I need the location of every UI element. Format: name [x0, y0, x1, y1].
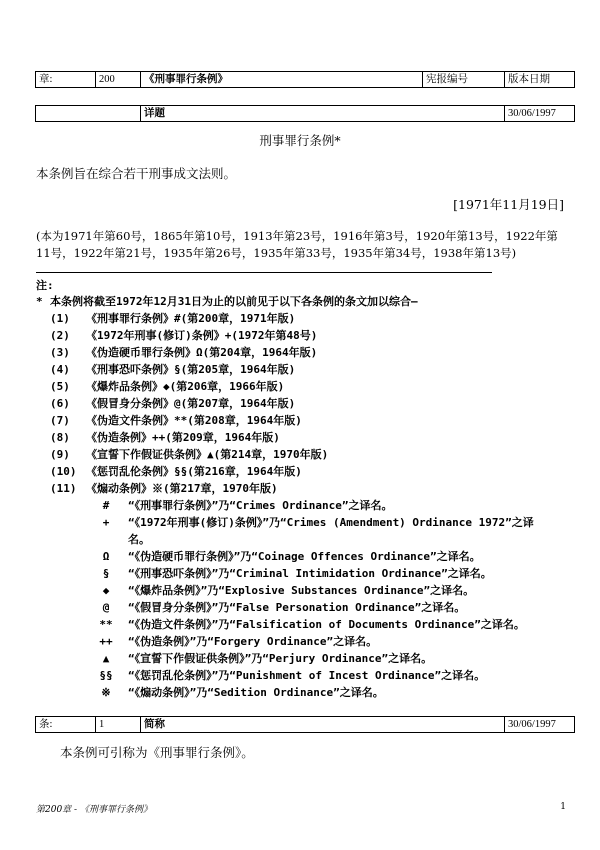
legislative-history: (本为1971年第60号，1865年第10号，1913年第23号，1916年第3号，1920年第13号，1922年第11号，1922年第21号，1935年第26号，1935年第33号，1935年第34号，1938年第13号): [36, 229, 558, 260]
list-item-number: (10): [50, 465, 77, 478]
chapter-title: 《刑事罪行条例》: [141, 72, 423, 88]
translation-text: “《伪造文件条例》”乃“Falsification of Documents Ordinance”之译名。: [128, 618, 525, 631]
translation-note: [36, 497, 576, 514]
list-item-text: 《煽动条例》※(第217章，1970年版): [86, 482, 278, 495]
chapter-header-row: [36, 72, 575, 88]
list-item-number: (7): [50, 414, 70, 427]
translation-symbol: #: [102, 499, 110, 512]
translation-note: [36, 514, 576, 531]
list-item-text: 《爆炸品条例》◆(第206章，1966年版): [86, 380, 285, 393]
translation-note: [36, 582, 576, 599]
section-header-row: [36, 717, 575, 733]
ordinance-list-item: [36, 327, 576, 344]
translation-text-continuation: 名。: [128, 533, 150, 546]
translation-note: [36, 684, 576, 701]
list-item-number: (2): [50, 329, 70, 342]
chapter-label: 章:: [36, 72, 96, 88]
translation-text: “《刑事恐吓条例》”乃“Criminal Intimidation Ordinance”之译名。: [128, 567, 492, 580]
translation-text: “《惩罚乱伦条例》”乃“Punishment of Incest Ordinance”之译名。: [128, 669, 486, 682]
page-number: 1: [560, 802, 566, 812]
translation-text: “《刑事罪行条例》”乃“Crimes Ordinance”之译名。: [128, 499, 393, 512]
translation-symbol: ++: [99, 635, 113, 648]
list-item-text: 《宣誓下作假证供条例》▲(第214章，1970年版): [86, 448, 329, 461]
ordinance-list-item: [36, 429, 576, 446]
footer-chapter: 第200章 - 《刑事罪行条例》: [36, 805, 152, 815]
notes-heading: 注:: [36, 279, 54, 292]
list-item-number: (4): [50, 363, 70, 376]
translation-note: [36, 565, 576, 582]
translation-text: “《伪造条例》”乃“Forgery Ordinance”之译名。: [128, 635, 378, 648]
asterisk-marker: *: [36, 295, 43, 308]
long-title-heading: 详题: [141, 106, 505, 122]
version-date-label: 版本日期: [505, 72, 575, 88]
long-title-date: 30/06/1997: [505, 106, 575, 122]
translation-text: “《假冒身分条例》”乃“False Personation Ordinance”之译名。: [128, 601, 466, 614]
chapter-number: 200: [96, 72, 141, 88]
translation-note: [36, 650, 576, 667]
ordinance-list-item: [36, 361, 576, 378]
translation-symbol: ◆: [102, 584, 110, 597]
translation-text: “《煽动条例》”乃“Sedition Ordinance”之译名。: [128, 686, 384, 699]
editorial-notes: [36, 278, 576, 701]
notes-lead: [36, 293, 576, 310]
translation-symbol: **: [99, 618, 113, 631]
gazette-number-label: 宪报编号: [423, 72, 505, 88]
translation-symbol: ※: [101, 686, 111, 699]
translation-note: [36, 633, 576, 650]
section-date: 30/06/1997: [505, 717, 575, 733]
list-item-text: 《惩罚乱伦条例》§§(第216章，1964年版): [86, 465, 302, 478]
list-item-text: 《伪造硬币罪行条例》Ω(第204章，1964年版): [86, 346, 318, 359]
ordinance-list-item: [36, 395, 576, 412]
list-item-number: (6): [50, 397, 70, 410]
ordinance-list-item: [36, 412, 576, 429]
ordinance-list-item: [36, 480, 576, 497]
commencement-date: [1971年11月19日]: [453, 197, 564, 212]
translation-note: [36, 599, 576, 616]
list-item-number: (9): [50, 448, 70, 461]
section-header-table: [35, 716, 575, 733]
list-item-number: (11): [50, 482, 77, 495]
ordinance-list-item: [36, 378, 576, 395]
consolidated-ordinances-list: [36, 310, 576, 497]
long-title-row: [36, 106, 575, 122]
notes-lead-text: 本条例将截至1972年12月31日为止的以前见于以下各条例的条文加以综合—: [50, 295, 418, 308]
section-number: 1: [96, 717, 141, 733]
history-divider: [36, 272, 492, 273]
translation-symbol: @: [102, 601, 110, 614]
ordinance-title: 刑事罪行条例*: [259, 133, 341, 148]
ordinance-list-item: [36, 310, 576, 327]
translation-symbol: §§: [99, 669, 113, 682]
list-item-number: (5): [50, 380, 70, 393]
ordinance-list-item: [36, 463, 576, 480]
long-title-table: [35, 105, 575, 122]
translation-text: “《伪造硬币罪行条例》”乃“Coinage Offences Ordinance”之译名。: [128, 550, 481, 563]
translation-symbol: ▲: [102, 652, 110, 665]
translation-text: “《1972年刑事(修订)条例》”乃“Crimes (Amendment) Ordinance 1972”之译: [128, 516, 534, 529]
translation-text: “《宣誓下作假证供条例》”乃“Perjury Ordinance”之译名。: [128, 652, 433, 665]
empty-cell: [36, 106, 141, 122]
translation-note: [36, 548, 576, 565]
list-item-text: 《伪造文件条例》**(第208章，1964年版): [86, 414, 302, 427]
translation-notes-list: [36, 497, 576, 701]
list-item-text: 《假冒身分条例》@(第207章，1964年版): [86, 397, 296, 410]
translation-symbol: §: [102, 567, 110, 580]
list-item-text: 《刑事恐吓条例》§(第205章，1964年版): [86, 363, 296, 376]
list-item-number: (1): [50, 312, 70, 325]
list-item-text: 《刑事罪行条例》#(第200章，1971年版): [86, 312, 296, 325]
translation-note: [36, 667, 576, 684]
short-title-text: 本条例可引称为《刑事罪行条例》。: [60, 745, 254, 760]
translation-symbol: +: [102, 516, 110, 529]
section-label: 条:: [36, 717, 96, 733]
long-title-text: 本条例旨在综合若干刑事成文法则。: [36, 166, 237, 181]
list-item-number: (8): [50, 431, 70, 444]
list-item-text: 《1972年刑事(修订)条例》+(1972年第48号): [86, 329, 318, 342]
list-item-text: 《伪造条例》++(第209章，1964年版): [86, 431, 280, 444]
ordinance-list-item: [36, 344, 576, 361]
list-item-number: (3): [50, 346, 70, 359]
section-title: 简称: [141, 717, 505, 733]
translation-symbol: Ω: [102, 550, 110, 563]
translation-text: “《爆炸品条例》”乃“Explosive Substances Ordinance”之译名。: [128, 584, 475, 597]
ordinance-list-item: [36, 446, 576, 463]
chapter-header-table: [35, 71, 575, 88]
translation-note: [36, 616, 576, 633]
